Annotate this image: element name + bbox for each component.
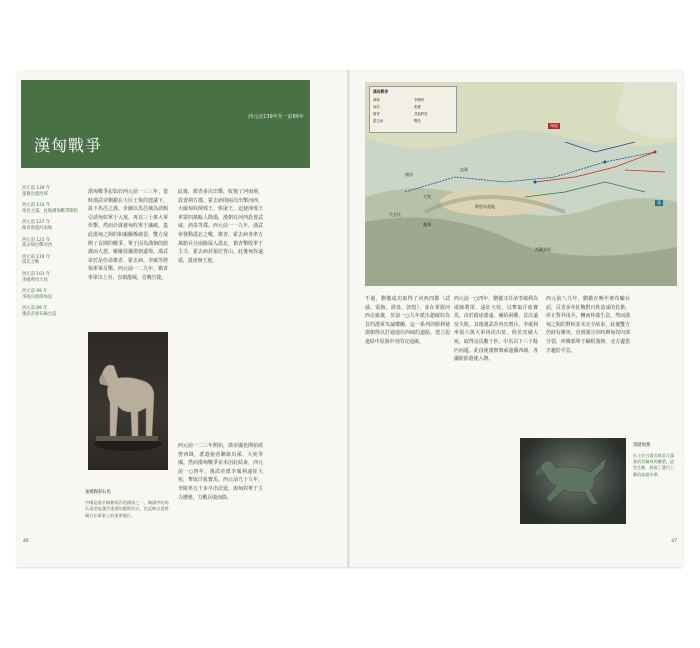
timeline-item: 西元前 119 年 漠北之戰 (22, 254, 51, 266)
map-label-dayuan: 大宛 (423, 194, 431, 199)
left-page (17, 70, 347, 567)
map-label-xiongnu: 匈奴 (550, 123, 558, 128)
timeline-item: 西元前 89 年 漢武帝頒布輪台詔 (22, 306, 57, 317)
map-label-tibet: 西藏高原 (535, 247, 551, 252)
timeline-item: 西元前 139 年 張騫出使西域 (22, 186, 51, 197)
map-label-tarim: 塔里木盆地 (475, 204, 495, 209)
flying-horse-photo (520, 438, 626, 524)
right-body-column-3: 西元前八九年，劉徹在晚年頒布輪台詔，反省多年征戰對百姓造成的負擔，停止對外用兵，轉而休養生息。然而漢匈之間的對峙並未完全結束，此後雙方仍時有衝突，直到漢宣帝時期匈奴內部分裂，呼韓邪單于歸附漢朝，北方邊患才趨於平息。 (546, 296, 630, 354)
map-legend: 漢匈戰爭 漢朝 匈奴 衛青 霍去病 李廣利 張騫 其他將領 戰役 (369, 86, 457, 133)
body-text-column-3: 西元前一二三年開始，漢帝國也開始經營西域，派遣使者聯絡烏孫、大宛等國。然而漢匈戰爭並未因此結束，西元前一○四年，漢武帝派李廣利遠征大宛，奪取汗血寶馬。西元前九十九年，李陵率五千步卒出居延，與匈奴單于主力遭遇，力戰兵敗而降。 (178, 443, 263, 501)
photo2-caption-title: 馬踏飛燕 (633, 443, 651, 448)
timeline-item: 西元前 121 年 霍去病出擊河西 (22, 237, 53, 249)
photo2-caption-text: 出土於甘肅武威雷台漢墓的青銅奔馬雕塑，造型生動，展現了漢代工藝的高超水準。 (633, 453, 674, 477)
chapter-title: 漢匈戰爭 (34, 136, 103, 155)
page-number-left: 46 (23, 539, 29, 544)
body-text-column-2: 此後，衛青多次出擊，收復了河南地，設置朔方郡。霍去病則兩次出擊河西，大破匈奴渾邪王、休屠王，迫使渾邪王率眾四萬餘人降漢，漢朝在河西設置武威、酒泉等郡。西元前一一九年，漢武帝發動漠北之戰，衛青、霍去病各率五萬騎兵分兩路深入漠北，衛青擊敗單于主力，霍去病封狼居胥山。此後匈奴遠遁，漠南無王庭。 (178, 189, 263, 264)
timeline-item: 西元前 133 年 馬邑之謀，此後漢匈戰爭開始 (22, 203, 78, 214)
horse-statue-icon (88, 332, 168, 470)
right-page (350, 70, 683, 567)
body-text-column-1: 漢匈戰爭起始於西元前一三三年。當時漢武帝劉徹在大臣王恢的建議下，設下馬邑之謀，企圖以馬邑城為誘餌引誘匈奴單于入塞，再以三十萬大軍伏擊。然而計謀被匈奴單于識破，從此漢匈之間的和親關係破裂，雙方展開了長期的戰爭。單于因為漢朝的陰謀而大怒，屢屢侵擾漢朝邊境。漢武帝於是任命衛青、霍去病、李廣等將領率軍反擊。西元前一二九年，衛青率軍出上谷，直搗龍城，首戰告捷。 (88, 189, 168, 281)
page-number-right: 47 (671, 539, 677, 544)
chapter-subtitle: 西元前139年至一前89年 (248, 114, 304, 120)
timeline-item: 西元前 99 年 李陵兵敗降匈奴 (22, 289, 53, 300)
right-body-column-1: 不過，劉徹成功取得了河西四郡（武威、張掖、酒泉、敦煌），並在掌握河西走廊後，於前一○九年派出趙破奴為首的漢軍攻滅樓蘭。這一系列的勝利使漢朝得以打通通往西域的道路，建立起連結中原與中亞的交通線。 (365, 296, 450, 345)
timeline-sidebar (22, 186, 82, 324)
photo-caption-title: 東漢陶彩石馬 (85, 490, 111, 495)
map-label-kangju: 康居 (405, 172, 413, 177)
map-label-wusun: 烏孫 (460, 167, 468, 172)
book-spread (17, 70, 683, 567)
chapter-title-band (21, 80, 310, 168)
bronze-horse-icon (520, 438, 626, 524)
map-label-han: 漢 (657, 200, 661, 205)
timeline-item: 西元前 127 年 衛青收復河南地 (22, 220, 53, 231)
map-label-dayuezhi: 大月氏 (389, 212, 401, 217)
campaign-map (365, 82, 677, 286)
timeline-item: 西元前 101 年 李廣利伐大宛 (22, 271, 51, 283)
map-label-congling: 蔥嶺 (423, 222, 431, 227)
photo-caption-text: 中國是最早飼養馬匹的國家之一，陶俑中的馬匹造型是漢代重要的藝術形式，也反映出當時騎兵在軍事上的重要地位。 (85, 500, 169, 518)
pottery-horse-photo (88, 332, 168, 470)
right-body-column-2: 西元前一○四年，劉徹又任命李廣利為貳師將軍，遠征大宛，以奪取汗血寶馬。由於路途遙遠，補給困難，首次遠征失敗。其後漢武帝再次增兵，李廣利率領六萬大軍再次出征，終於攻破大宛，取得良馬數十匹、中馬以下三千餘匹而還。此役使漢朝聲威遠播西域，各國紛紛遣使入朝。 (454, 296, 538, 363)
